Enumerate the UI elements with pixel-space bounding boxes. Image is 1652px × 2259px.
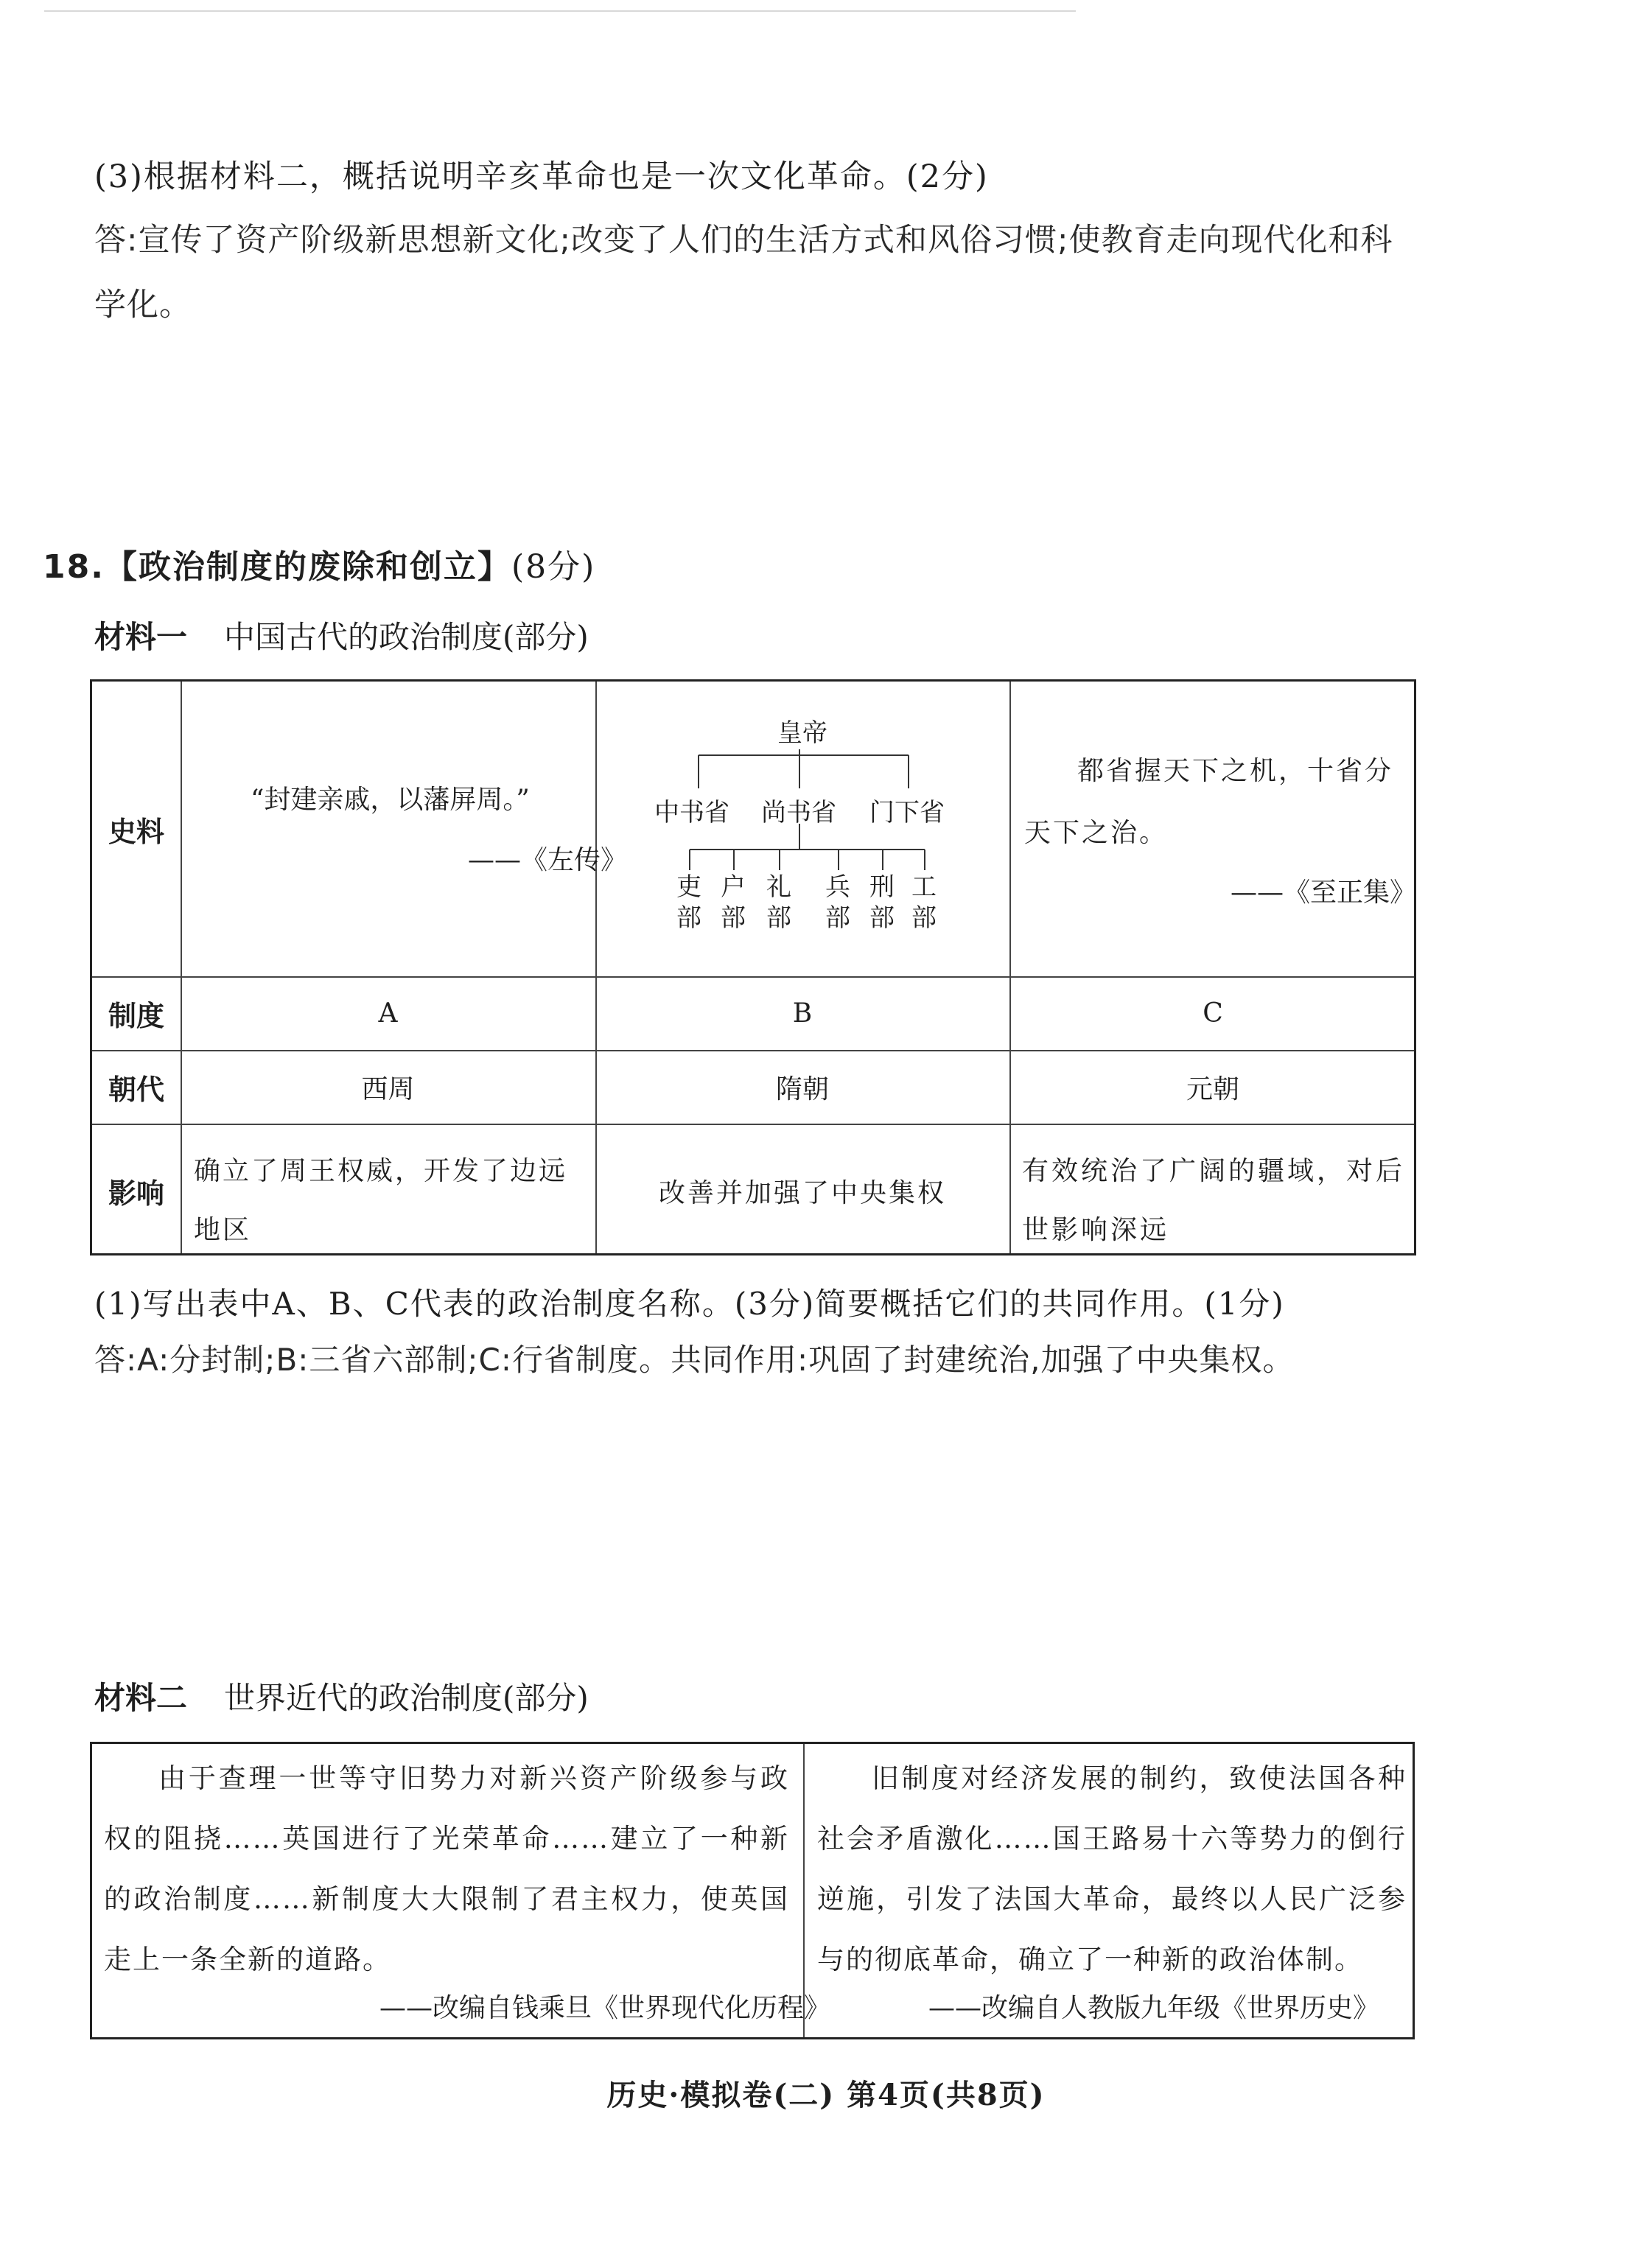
impact-b: 改善并加强了中央集权 [658, 1177, 946, 1208]
material2-left-source: ——改编自钱乘旦《世界现代化历程》 [379, 1993, 831, 2023]
material1-table [90, 679, 1416, 1255]
material2-title: 世界近代的政治制度(部分) [224, 1680, 589, 1716]
q18-heading [43, 545, 595, 589]
material1-heading [94, 613, 589, 657]
org-ministry-hu: 户部 [721, 872, 746, 933]
org-chart-lines [595, 682, 1009, 976]
org-ministry-rites: 礼部 [766, 872, 791, 933]
org-ministry-gong: 工部 [911, 872, 937, 933]
dynasty-b: 隋朝 [775, 1074, 829, 1104]
q18-number: 18. [43, 548, 105, 586]
page-footer: 历史·模拟卷(二) 第4页(共8页) [606, 2078, 1046, 2112]
material1-title: 中国古代的政治制度(部分) [224, 619, 589, 655]
material2-label: 材料二 [94, 1680, 188, 1716]
top-rule [44, 10, 1076, 12]
org-ministry-bing: 兵部 [825, 872, 850, 933]
org-ministry-li: 吏部 [676, 872, 701, 933]
material2-heading [94, 1674, 589, 1718]
row-label-dynasty: 朝代 [108, 1073, 164, 1106]
system-c: C [1203, 998, 1223, 1029]
col-a-quote: “封建亲戚，以藩屏周。” [251, 785, 530, 815]
q18-part1-answer: 答:A:分封制;B:三省六部制;C:行省制度。共同作用:巩固了封建统治,加强了中央集权。 [94, 1342, 1295, 1378]
material2-right-text: 旧制度对经济发展的制约，致使法国各种社会矛盾激化……国王路易十六等势力的倒行逆施，引发了法国大革命，最终以人民广泛参与的彻底革命，确立了一种新的政治体制。 [817, 1762, 1407, 1975]
system-b: B [792, 998, 813, 1029]
row-label-impact: 影响 [108, 1177, 164, 1210]
org-emperor: 皇帝 [777, 718, 827, 748]
q18-points: (8分) [511, 548, 596, 586]
org-ministry-xing: 刑部 [869, 872, 895, 933]
col-c-quote: 都省握天下之机，十省分天下之治。 [1024, 756, 1394, 848]
row-label-sources: 史料 [108, 815, 164, 848]
system-a: A [378, 998, 398, 1029]
impact-a: 确立了周王权威，开发了边远地区 [194, 1156, 568, 1245]
q17-part3-answer: 答:宣传了资产阶级新思想新文化;改变了人们的生活方式和风俗习惯;使教育走向现代化和科学化。 [94, 222, 1393, 323]
material1-label: 材料一 [94, 619, 188, 655]
material2-table [90, 1742, 1415, 2039]
material2-right-source: ——改编自人教版九年级《世界历史》 [928, 1993, 1380, 2023]
org-menxia: 门下省 [869, 798, 945, 827]
col-c-source: ——《至正集》 [1231, 878, 1417, 908]
q17-part3-question: (3)根据材料二，概括说明辛亥革命也是一次文化革命。(2分) [94, 158, 989, 195]
material2-left-text: 由于查理一世等守旧势力对新兴资产阶级参与政权的阻挠……英国进行了光荣革命……建立了一种新的政治制度……新制度大大限制了君主权力，使英国走上一条全新的道路。 [104, 1762, 789, 1975]
q18-part1-question: (1)写出表中A、B、C代表的政治制度名称。(3分)简要概括它们的共同作用。(1分) [94, 1286, 1285, 1322]
col-b-org-chart [595, 682, 1009, 976]
dynasty-a: 西周 [361, 1074, 415, 1104]
q18-title: 【政治制度的废除和创立】 [104, 548, 511, 586]
org-shangshu: 尚书省 [761, 798, 836, 827]
org-zhongshu: 中书省 [654, 798, 729, 827]
row-label-system: 制度 [108, 999, 164, 1032]
col-a-source: ——《左传》 [468, 845, 628, 875]
impact-c: 有效统治了广阔的疆域，对后世影响深远 [1022, 1156, 1406, 1245]
dynasty-c: 元朝 [1186, 1074, 1239, 1104]
